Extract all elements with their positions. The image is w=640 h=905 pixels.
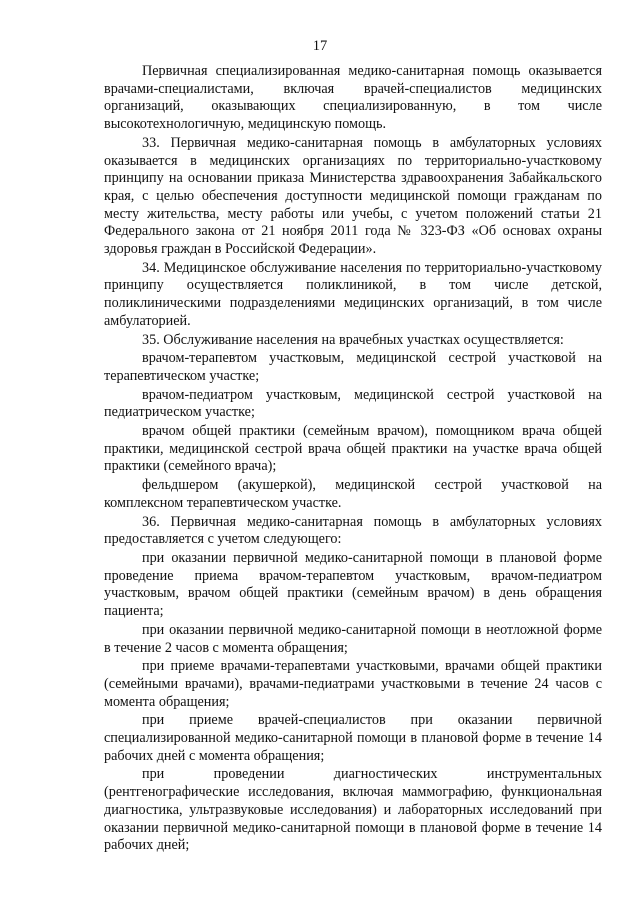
document-body xyxy=(104,63,602,855)
list-item-diagnostics: при проведении диагностических инструментальных (рентгенографические исследования, включая маммографию, функциональная диагностика, ультразвуковые исследования) и лабораторных исследований при оказании первичной медико-санитарной помощи в плановой форме в течение 14 рабочих дней; xyxy=(104,766,602,854)
paragraph-34: 34. Медицинское обслуживание населения по территориально-участковому принципу осуществляется поликлиникой, в том числе детской, поликлиническими подразделениями медицинских организаций, в том числе амбулаторией. xyxy=(104,259,602,329)
paragraph-33: 33. Первичная медико-санитарная помощь в амбулаторных условиях оказывается в медицинских организациях по территориально-участковому принципу на основании приказа Министерства здравоохранения Забайкальского края, с целью обеспечения доступности медицинской помощи гражданам по месту жительства, месту работы или учебы, с учетом положений статьи 21 Федерального закона от 21 ноября 2011 года № 323-ФЗ «Об основах охраны здоровья граждан в Российской Федерации». xyxy=(104,134,602,258)
list-item-therapist: врачом-терапевтом участковым, медицинской сестрой участковой на терапевтическом участке; xyxy=(104,350,602,384)
list-item-general-practitioner: врачом общей практики (семейным врачом), помощником врача общей практики, медицинской сестрой врача общей практики на участке врача общей практики (семейного врача); xyxy=(104,423,602,475)
list-item-pediatrician: врачом-педиатром участковым, медицинской сестрой участковой на педиатрическом участке; xyxy=(104,386,602,421)
list-item-district-doctors: при приеме врачами-терапевтами участковыми, врачами общей практики (семейными врачами), врачами-педиатрами участковыми в течение 24 часов с момента обращения; xyxy=(104,658,602,710)
paragraph-primary-specialized-care: Первичная специализированная медико-санитарная помощь оказывается врачами-специалистами, включая врачей-специалистов медицинских организаций, оказывающих специализированную, в том числе высокотехнологичную, медицинскую помощь. xyxy=(104,63,602,133)
list-item-planned-reception: при оказании первичной медико-санитарной помощи в плановой форме проведение приема врачом-терапевтом участковым, врачом-педиатром участковым, врачом общей практики (семейным врачом) в день обращения пациента; xyxy=(104,549,602,620)
paragraph-35: 35. Обслуживание населения на врачебных участках осуществляется: xyxy=(142,331,564,348)
page-number: 17 xyxy=(312,38,328,54)
paragraph-36: 36. Первичная медико-санитарная помощь в амбулаторных условиях предоставляется с учетом следующего: xyxy=(104,513,602,548)
list-item-specialists: при приеме врачей-специалистов при оказании первичной специализированной медико-санитарной помощи в плановой форме в течение 14 рабочих дней с момента обращения; xyxy=(104,712,602,764)
list-item-urgent-care: при оказании первичной медико-санитарной помощи в неотложной форме в течение 2 часов с момента обращения; xyxy=(104,621,602,656)
list-item-paramedic: фельдшером (акушеркой), медицинской сестрой участковой на комплексном терапевтическом участке. xyxy=(104,477,602,511)
